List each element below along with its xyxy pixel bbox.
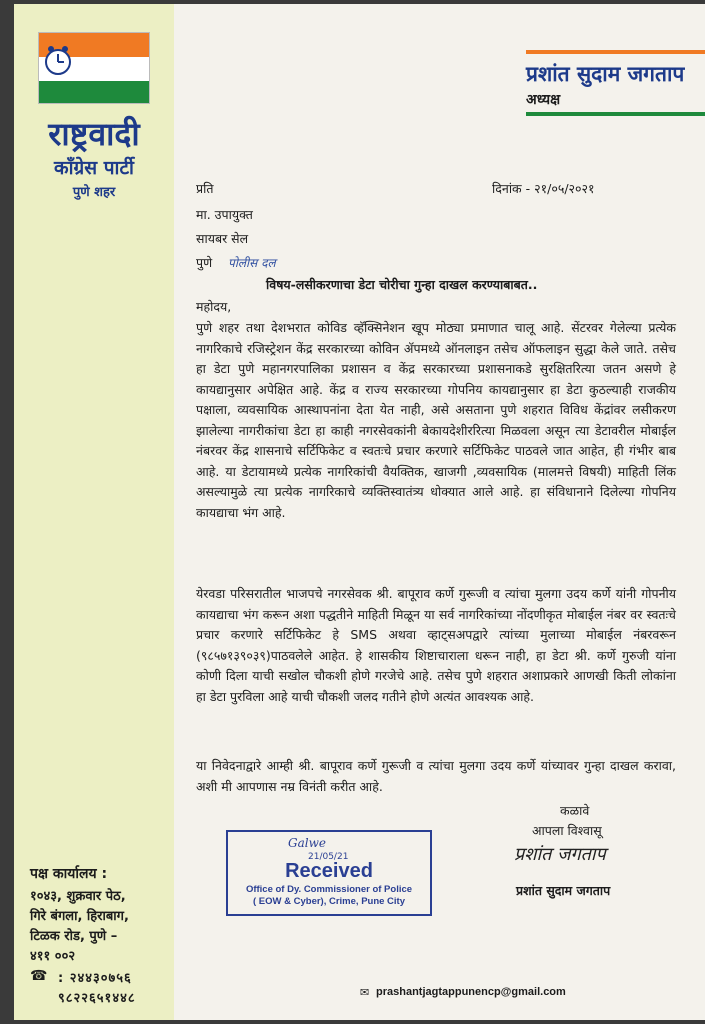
received-stamp	[226, 830, 432, 916]
body-paragraph: पुणे शहर तथा देशभरात कोविड व्हॅक्सिनेशन खूप मोठ्या प्रमाणात चालू आहे. सेंटरवर गेलेल्या प्रत्येक नागरिकाचे रजिस्ट्रेशन केंद्र सरकारच्या कोविन ॲपमध्ये ऑनलाइन तसेच ऑफलाइन सुद्धा केले जाते. तसेच हा डेटा पुणे महानगरपालिका प्रशासन व केंद्र सरकारच्या प्रशासनाकडे सुरक्षितरित्या जतन असणे हे कायद्यानुसार अपेक्षित आहे. केंद्र व राज्य सरकारच्या गोपनिय कायद्यानुसार हा डेटा कुठल्याही राजकीय पक्षाला, व्यवसायिक आस्थापनांना देता येत नाही, असे असताना पुणे शहरात विविध केंद्रांवर लसीकरण झालेल्या नागरीकांचा डेटा हा काही नगरसेवकांनी बेकायदेशीररित्या मिळवला असून त्या डेटावरील मोबाईल नंबरवर केंद्र शासनाचे सर्टिफिकेट व स्वतःचे प्रचार करणारे सर्टिफिकेट पाठवले जात आहेत, ही गंभीर बाब आहे. या डेटायामध्ये प्रत्येक नागरिकांची वैयक्तिक, खाजगी ,व्यवसायिक (मालमत्ते विषयी) माहिती लिंक असल्यामुळे त्या प्रत्येक नागरिकाचे व्यक्तिस्वातंत्र्य धोक्यात आले आहे. हा संविधानाने दिलेल्या गोपनिय कायद्याचा भंग आहे.	[196, 320, 676, 520]
address-line: टिळक रोड, पुणे –	[30, 929, 118, 944]
stamp-date: 21/05/21	[308, 852, 349, 862]
recipient-line: मा. उपायुक्त	[196, 207, 253, 222]
party-name: राष्ट्रवादी	[48, 115, 140, 153]
closing-line: आपला विश्वासू	[532, 823, 602, 838]
phone-number: ९८२२६५१४४८	[58, 991, 136, 1006]
stamp-office-line: ( EOW & Cyber), Crime, Pune City	[252, 896, 406, 907]
ncp-flag-logo	[38, 32, 150, 104]
header-name: प्रशांत सुदाम जगताप	[526, 62, 685, 86]
body-paragraph: या निवेदनाद्वारे आम्ही श्री. बापूराव कर्णे गुरूजी व त्यांचा मुलगा उदय कर्णे यांच्यावर गुन्हा दाखल करावा, अशी मी आपणास नम्र विनंती करीत आहे.	[196, 758, 676, 794]
body-paragraph: येरवडा परिसरातील भाजपचे नगरसेवक श्री. बापूराव कर्णे गुरूजी व त्यांचा मुलगा उदय कर्णे यांनी गोपनीय कायद्याचा भंग करून अशा पद्धतीने माहिती मिळून या सर्व नागरिकांच्या नोंदणीकृत मोबाईल नंबर वर स्वतःचे प्रचार करणारे सर्टिफिकेट हे SMS अथवा व्हाट्सअपद्वारे त्यांच्या मुलाच्या मोबाईल नंबरवरून (९८५७१३९०३९)पाठवलेले आहेत. हे शासकीय शिष्टाचाराला धरून नाही, हा डेटा श्री. कर्णे गुरुजी यांना कोणी दिला याची सखोल चौकशी होणे गरजेचे आहे. तसेच पुणे शहरात अशाप्रकारे आणखी किती लोकांना हा डेटा पुरविला आहे याची चौकशी जलद गतीने होणे अत्यंत आवश्यक आहे.	[196, 586, 676, 704]
stamp-received: Received	[285, 860, 373, 882]
stamp-office	[228, 884, 430, 908]
recipient-line: सायबर सेल	[196, 231, 249, 246]
letter-sheet	[14, 4, 705, 1020]
handwritten-note: पोलीस दल	[228, 256, 276, 270]
to-label: प्रति	[196, 181, 214, 196]
office-title: पक्ष कार्यालय :	[30, 866, 108, 882]
stamp-signature: Galwe	[288, 836, 326, 850]
salutation: महोदय,	[196, 299, 232, 314]
stamp-office-line: Office of Dy. Commissioner of Police	[245, 884, 413, 895]
recipient-line: पुणे	[196, 255, 213, 270]
closing-line: कळावे	[560, 803, 590, 818]
letter-date: दिनांक - २१/०५/२०२१	[492, 181, 595, 196]
address-line: ४११ ००२	[30, 949, 76, 964]
party-city: पुणे शहर	[72, 185, 116, 200]
header-saffron-rule	[526, 50, 705, 54]
phone-icon: ☎	[30, 968, 48, 984]
email-address: prashantjagtappunencp@gmail.com	[376, 986, 566, 998]
address-line: गिरे बंगला, हिराबाग,	[30, 909, 129, 924]
header-role: अध्यक्ष	[526, 92, 561, 108]
signatory-name: प्रशांत सुदाम जगताप	[516, 883, 611, 898]
phone-number: : २४४३०७५६	[58, 971, 132, 986]
party-subtitle: काँग्रेस पार्टी	[54, 157, 134, 179]
header-green-rule	[526, 112, 705, 116]
party-sidebar	[14, 4, 174, 1020]
clock-icon	[41, 43, 75, 77]
address-line: १०४३, शुक्रवार पेठ,	[30, 889, 126, 904]
signature: प्रशांत जगताप	[514, 844, 606, 865]
email-icon: ✉	[360, 986, 370, 999]
letter-subject: विषय-लसीकरणाचा डेटा चोरीचा गुन्हा दाखल करण्याबाबत..	[266, 277, 538, 292]
